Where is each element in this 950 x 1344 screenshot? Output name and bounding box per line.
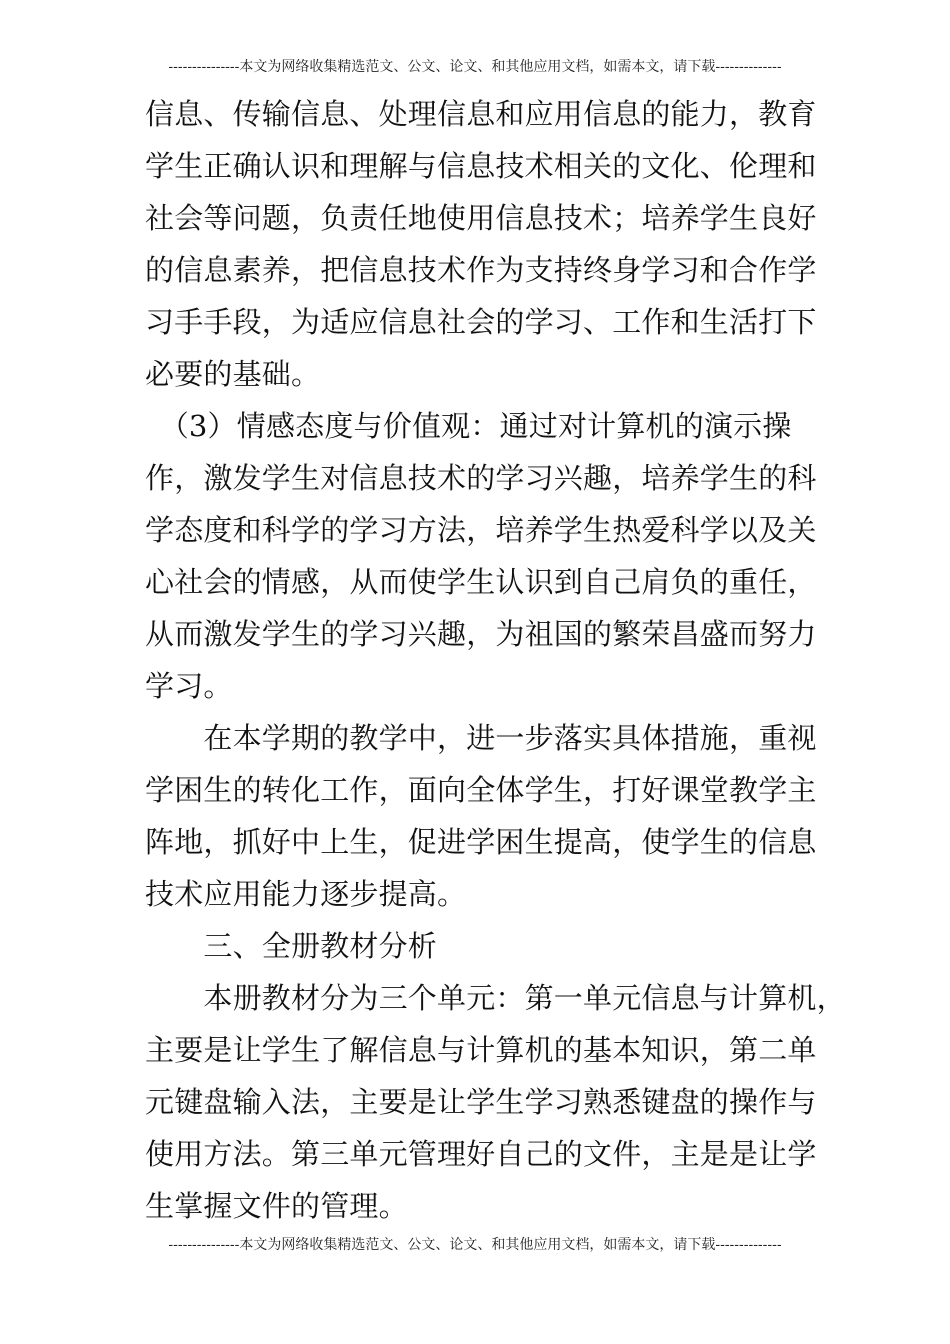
document-body [145, 88, 846, 1232]
text-line: 阵地，抓好中上生，促进学困生提高，使学生的信息 [145, 825, 817, 859]
section-heading: 三、全册教材分析 [145, 929, 438, 963]
text-line: 在本学期的教学中，进一步落实具体措施，重视 [145, 721, 817, 755]
text-line: 技术应用能力逐步提高。 [145, 877, 467, 911]
text-line: 习手手段，为适应信息社会的学习、工作和生活打下 [145, 305, 817, 339]
text-line: 本册教材分为三个单元：第一单元信息与计算机， [145, 981, 846, 1015]
text-line: 必要的基础。 [145, 357, 321, 391]
text-line: 学态度和科学的学习方法，培养学生热爱科学以及关 [145, 513, 817, 547]
text-line: 从而激发学生的学习兴趣，为祖国的繁荣昌盛而努力 [145, 617, 817, 651]
text-line: 作，激发学生对信息技术的学习兴趣，培养学生的科 [145, 461, 817, 495]
text-line: 学生正确认识和理解与信息技术相关的文化、伦理和 [145, 149, 817, 183]
text-line: 主要是让学生了解信息与计算机的基本知识，第二单 [145, 1033, 817, 1067]
text-line: 学习。 [145, 669, 233, 703]
text-line: 元键盘输入法，主要是让学生学习熟悉键盘的操作与 [145, 1085, 817, 1119]
text-line: 心社会的情感，从而使学生认识到自己肩负的重任， [145, 565, 817, 599]
text-line: 社会等问题，负责任地使用信息技术；培养学生良好 [145, 201, 817, 235]
footer-banner: ---------------本文为网络收集精选范文、公文、论文、和其他应用文档，如需本文，请下载-------------- [168, 1237, 782, 1253]
text-line: 学困生的转化工作，面向全体学生，打好课堂教学主 [145, 773, 817, 807]
text-line: （3）情感态度与价值观：通过对计算机的演示操 [145, 409, 792, 443]
text-line: 信息、传输信息、处理信息和应用信息的能力，教育 [145, 97, 817, 131]
header-banner: ---------------本文为网络收集精选范文、公文、论文、和其他应用文档，如需本文，请下载-------------- [168, 59, 782, 75]
text-line: 的信息素养，把信息技术作为支持终身学习和合作学 [145, 253, 817, 287]
text-line: 生掌握文件的管理。 [145, 1189, 408, 1223]
text-line: 使用方法。第三单元管理好自己的文件，主是是让学 [145, 1137, 817, 1171]
